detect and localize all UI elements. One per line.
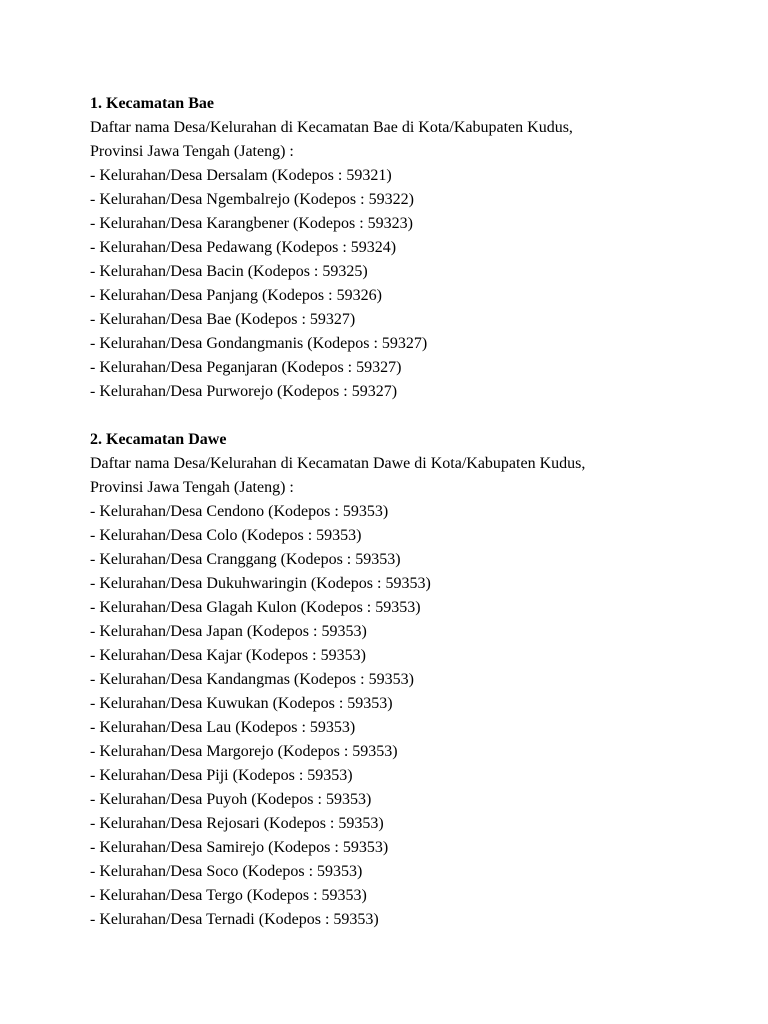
section-heading: 1. Kecamatan Bae	[90, 95, 214, 112]
list-item: - Kelurahan/Desa Cendono (Kodepos : 59353)	[90, 503, 389, 520]
list-item: - Kelurahan/Desa Dersalam (Kodepos : 59321)	[90, 167, 392, 184]
list-item: - Kelurahan/Desa Gondangmanis (Kodepos : 59327)	[90, 335, 428, 352]
list-item: - Kelurahan/Desa Bae (Kodepos : 59327)	[90, 311, 356, 328]
list-item: - Kelurahan/Desa Glagah Kulon (Kodepos : 59353)	[90, 599, 421, 616]
list-item: - Kelurahan/Desa Cranggang (Kodepos : 59353)	[90, 551, 401, 568]
section-kecamatan-dawe	[90, 428, 750, 932]
list-item: - Kelurahan/Desa Bacin (Kodepos : 59325)	[90, 263, 368, 280]
intro-line: Provinsi Jawa Tengah (Jateng) :	[90, 143, 294, 160]
list-item: - Kelurahan/Desa Puyoh (Kodepos : 59353)	[90, 791, 372, 808]
village-list	[90, 500, 750, 932]
list-item: - Kelurahan/Desa Rejosari (Kodepos : 59353)	[90, 815, 384, 832]
list-item: - Kelurahan/Desa Peganjaran (Kodepos : 59327)	[90, 359, 402, 376]
list-item: - Kelurahan/Desa Tergo (Kodepos : 59353)	[90, 887, 367, 904]
list-item: - Kelurahan/Desa Purworejo (Kodepos : 59327)	[90, 383, 398, 400]
list-item: - Kelurahan/Desa Japan (Kodepos : 59353)	[90, 623, 367, 640]
list-item: - Kelurahan/Desa Kajar (Kodepos : 59353)	[90, 647, 366, 664]
list-item: - Kelurahan/Desa Margorejo (Kodepos : 59353)	[90, 743, 398, 760]
section-intro	[90, 452, 750, 500]
list-item: - Kelurahan/Desa Samirejo (Kodepos : 59353)	[90, 839, 389, 856]
list-item: - Kelurahan/Desa Ngembalrejo (Kodepos : 59322)	[90, 191, 414, 208]
list-item: - Kelurahan/Desa Ternadi (Kodepos : 59353)	[90, 911, 379, 928]
list-item: - Kelurahan/Desa Colo (Kodepos : 59353)	[90, 527, 362, 544]
village-list	[90, 164, 750, 404]
list-item: - Kelurahan/Desa Dukuhwaringin (Kodepos : 59353)	[90, 575, 431, 592]
list-item: - Kelurahan/Desa Kuwukan (Kodepos : 59353)	[90, 695, 393, 712]
intro-line: Provinsi Jawa Tengah (Jateng) :	[90, 479, 294, 496]
intro-line: Daftar nama Desa/Kelurahan di Kecamatan Bae di Kota/Kabupaten Kudus,	[90, 119, 573, 136]
section-intro	[90, 116, 750, 164]
list-item: - Kelurahan/Desa Karangbener (Kodepos : 59323)	[90, 215, 413, 232]
list-item: - Kelurahan/Desa Soco (Kodepos : 59353)	[90, 863, 363, 880]
intro-line: Daftar nama Desa/Kelurahan di Kecamatan Dawe di Kota/Kabupaten Kudus,	[90, 455, 586, 472]
document-page	[90, 92, 750, 932]
section-kecamatan-bae	[90, 92, 750, 404]
list-item: - Kelurahan/Desa Lau (Kodepos : 59353)	[90, 719, 356, 736]
list-item: - Kelurahan/Desa Kandangmas (Kodepos : 59353)	[90, 671, 414, 688]
list-item: - Kelurahan/Desa Panjang (Kodepos : 59326)	[90, 287, 382, 304]
section-heading: 2. Kecamatan Dawe	[90, 431, 227, 448]
list-item: - Kelurahan/Desa Piji (Kodepos : 59353)	[90, 767, 353, 784]
list-item: - Kelurahan/Desa Pedawang (Kodepos : 59324)	[90, 239, 397, 256]
